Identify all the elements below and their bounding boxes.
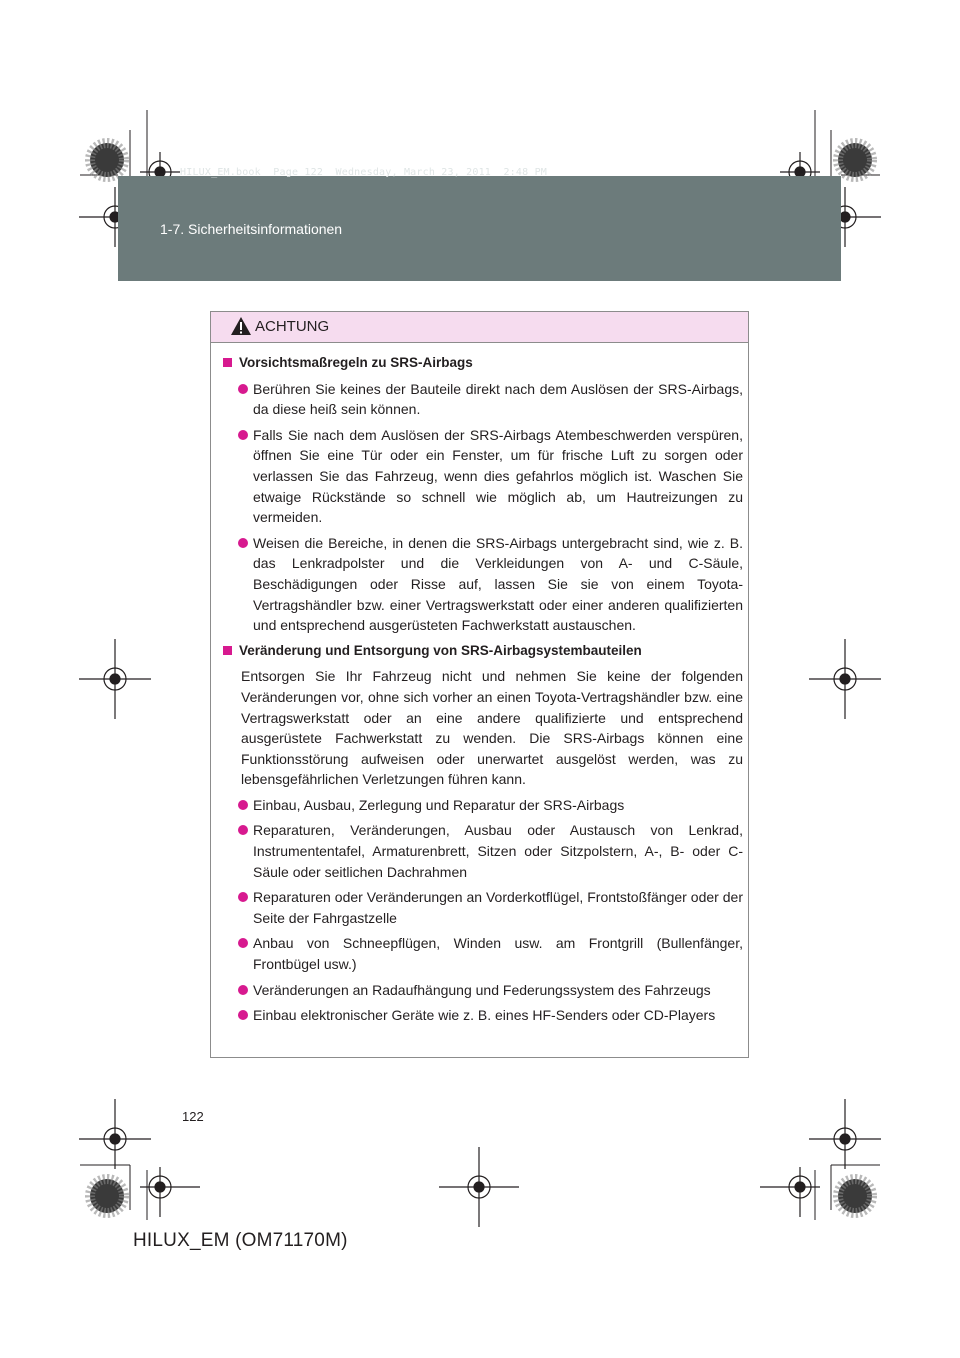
list-item: Weisen die Bereiche, in denen die SRS-Airbags untergebracht sind, wie z. B. das Lenkradpolster und die Verkleidungen von A- und C-Säule, Beschädigungen oder Risse auf, lassen Sie sie von einem Toyota-Vertragshändler bzw. einer Vertragswerkstatt oder einer anderen qualifizierten und entsprechend ausgerüsteten Fachwerkstatt austauschen. bbox=[223, 533, 743, 636]
circle-bullet-icon bbox=[238, 430, 248, 440]
list-item: Veränderungen an Radaufhängung und Federungssystem des Fahrzeugs bbox=[223, 980, 743, 1001]
circle-bullet-icon bbox=[238, 538, 248, 548]
circle-bullet-icon bbox=[238, 985, 248, 995]
warning-box bbox=[210, 311, 749, 1058]
circle-bullet-icon bbox=[238, 1010, 248, 1020]
book-info-line: HILUX_EM.book Page 122 Wednesday, March 23, 2011 2:48 PM bbox=[180, 167, 548, 178]
list-item: Anbau von Schneepflügen, Winden usw. am Frontgrill (Bullenfänger, Frontbügel usw.) bbox=[223, 933, 743, 974]
page-number: 122 bbox=[182, 1109, 204, 1124]
section-heading: Vorsichtsmaßregeln zu SRS-Airbags bbox=[223, 353, 743, 374]
section-heading: Veränderung und Entsorgung von SRS-Airbagsystembauteilen bbox=[223, 641, 743, 662]
warning-triangle-icon bbox=[230, 316, 252, 336]
circle-bullet-icon bbox=[238, 938, 248, 948]
warning-content bbox=[223, 353, 743, 1031]
list-item: Falls Sie nach dem Auslösen der SRS-Airbags Atembeschwerden verspüren, öffnen Sie eine Tür oder ein Fenster, um für frische Luft zu sorgen oder verlassen Sie das Fahrzeug, wenn dies gefahrlos möglich ist. Waschen Sie etwaige Rückstände so schnell wie möglich ab, um Hautreizungen zu vermeiden. bbox=[223, 425, 743, 528]
list-item: Reparaturen oder Veränderungen an Vorderkotflügel, Frontstoßfänger oder der Seite der Fahrgastzelle bbox=[223, 887, 743, 928]
square-bullet-icon bbox=[223, 646, 232, 655]
list-item: Einbau, Ausbau, Zerlegung und Reparatur der SRS-Airbags bbox=[223, 795, 743, 816]
paragraph: Entsorgen Sie Ihr Fahrzeug nicht und nehmen Sie keine der folgenden Veränderungen vor, ohne sich vorher an einen Toyota-Vertragshändler bzw. eine Vertragswerkstatt oder an eine andere qualifizierte und entsprechend ausgerüstete Fachwerkstatt zu wenden. Die SRS-Airbags können eine Funktionsstörung aufweisen oder unerwartet ausgelöst werden, was zu lebensgefährlichen Verletzungen führen kann. bbox=[241, 668, 743, 788]
circle-bullet-icon bbox=[238, 800, 248, 810]
list-item: Berühren Sie keines der Bauteile direkt nach dem Auslösen der SRS-Airbags, da diese heiß sein können. bbox=[223, 379, 743, 420]
circle-bullet-icon bbox=[238, 384, 248, 394]
circle-bullet-icon bbox=[238, 892, 248, 902]
circle-bullet-icon bbox=[238, 825, 248, 835]
list-item: Reparaturen, Veränderungen, Ausbau oder Austausch von Lenkrad, Instrumententafel, Armaturenbrett, Sitzen oder Sitzpolstern, A-, B- oder C-Säule oder seitlichen Dachrahmen bbox=[223, 820, 743, 882]
warning-header bbox=[211, 312, 748, 343]
list-item: Einbau elektronischer Geräte wie z. B. eines HF-Senders oder CD-Players bbox=[223, 1005, 743, 1026]
warning-title: ACHTUNG bbox=[255, 318, 330, 335]
square-bullet-icon bbox=[223, 358, 232, 367]
manual-code: HILUX_EM (OM71170M) bbox=[133, 1230, 348, 1251]
section-title: 1-7. Sicherheitsinformationen bbox=[160, 221, 343, 237]
